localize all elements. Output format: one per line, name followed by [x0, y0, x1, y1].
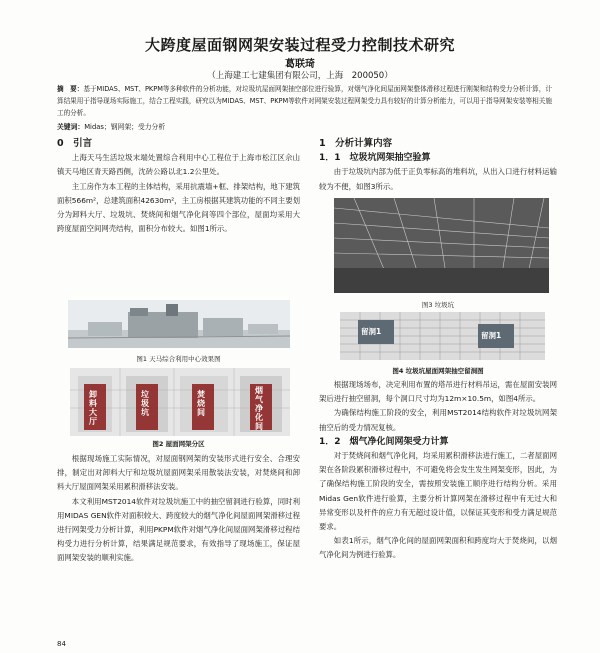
- keywords: [57, 121, 553, 131]
- section-1-heading: 1 分析计算内容: [319, 138, 393, 149]
- figure-4-caption: 图4 垃圾坑屋面网架抽空留洞图: [392, 367, 484, 375]
- figure-3-caption: 图3 垃圾坑: [421, 301, 455, 309]
- abstract: [57, 83, 553, 120]
- figure-2-caption: 图2 屋面网架分区: [152, 440, 205, 448]
- right-col-bottom: [319, 378, 557, 563]
- keywords-label: 关键词：: [57, 123, 85, 131]
- fig2-label-garbage-pit: 垃圾坑: [141, 390, 149, 417]
- page-number: 84: [57, 640, 66, 648]
- left-col-bottom: [57, 452, 300, 566]
- sec1-p5: 如表1所示，烟气净化间的屋面网架面积和跨度均大于焚烧间，以烟气净化间为例进行验算。: [319, 536, 557, 560]
- sec0-p4: 本文利用MST2014软件对垃圾坑施工中的抽空留洞进行验算，同时利用MIDAS GEN软件对面积较大、跨度较大的烟气净化间屋面网架滑移过程进行网架受力分析计算，利用PKPM软件对烟气净化间屋面网架滑移过程结构受力进行分析计算，结果满足规范要求，有效指导了现场施工，保证屋面网架安装的顺利实施。: [57, 496, 300, 563]
- sec1-p4: 对于焚烧间和烟气净化间，均采用累积滑移法进行施工，二者屋面网架在各阶段累积滑移过程中，不可避免将会发生发生网架变形，因此，为了确保结构施工阶段的安全，需按照安装施工顺序进行结构分析。采用Midas Gen软件进行验算，主要分析计算网架在滑移过程中有无过大和异常变形以及杆件的应力有无超过设计值，以保证其变形和受力满足规范要求。: [319, 451, 557, 532]
- fig2-label-flue-gas-hall: 烟气净化间: [255, 386, 263, 431]
- left-col-top: [57, 137, 300, 236]
- abstract-label: 摘 要：: [57, 85, 84, 93]
- author: 葛联琦: [285, 59, 315, 70]
- fig4-label-opening-left: 留洞1: [361, 327, 382, 336]
- sec1-p1: 由于垃圾坑内部为低于正负零标高的堆料坑，从出入口进行材料运输较为不便，如图3所示。: [319, 167, 557, 191]
- abstract-text: 基于MIDAS、MST、PKPM等多种软件的分析功能，对垃圾坑屋面网架抽空部位进行验算，对烟气净化间屋面网架整体滑移过程进行刚架和结构受力分析计算，计算结果用于指导现场实际施工，结合工程实践，研究以为MIDAS、MST、PKPM等软件对网架安装过程网架受力具有较好的计算分析能力，可以用于指导网架安装等相关施工的分析。: [57, 85, 552, 118]
- fig4-label-opening-right: 留洞1: [481, 331, 502, 340]
- paper-title: 大跨度屋面钢网架安装过程受力控制技术研究: [144, 36, 455, 54]
- figure-1-image: [68, 300, 290, 348]
- sec0-p2: 主工房作为本工程的主体结构，采用抗震墙+框、排架结构，地下建筑面积566m²，总建筑面积42630m²，主工房根据其建筑功能的不同主要划分为卸料大厅、垃圾坑、焚烧间和烟气净化间等四个部位，屋面均采用大跨度屋面空间网壳结构，面积分布较大。如图1所示。: [57, 181, 300, 234]
- sec0-p3: 根据现场施工实际情况，对屋面钢网架的安装形式进行安全、合理安排，制定出对卸料大厅和垃圾坑屋面网架采用散装法安装，对焚烧间和卸料大厅屋面网架采用累积滑移法安装。: [57, 454, 300, 492]
- figure-1-caption: 图1 天马综合利用中心效果图: [136, 355, 221, 363]
- sec1-p2: 根据现场场布，决定利用布置的塔吊进行材料吊运，需在屋面安装网架后进行抽空留洞，每个洞口尺寸均为12m×10.5m，如图4所示。: [319, 380, 557, 404]
- subsection-1-1-heading: 1．1 垃圾坑网架抽空验算: [319, 153, 431, 164]
- section-0-heading: 0 引言: [57, 138, 93, 149]
- figure-3-image: [334, 198, 549, 293]
- sec0-p1: 上海天马生活垃圾末端处置综合利用中心工程位于上海市松江区佘山镇天马地区青天路西侧，沈砖公路以北1.2公里处。: [57, 153, 300, 177]
- right-col-top: [319, 137, 557, 194]
- fig2-label-incineration-hall: 焚烧间: [197, 390, 205, 417]
- fig2-label-unloading-hall: 卸料大厅: [89, 390, 97, 426]
- keywords-text: Midas；钢网架；受力分析: [84, 123, 166, 131]
- figure-4-image: [340, 312, 545, 360]
- figure-2-image: [70, 368, 290, 436]
- sec1-p3: 为确保结构施工阶段的安全，利用MST2014结构软件对垃圾坑网架抽空后的受力情况复核。: [319, 408, 557, 432]
- affiliation: （上海建工七建集团有限公司，上海 200050）: [207, 71, 393, 81]
- subsection-1-2-heading: 1．2 烟气净化间网架受力计算: [319, 436, 449, 447]
